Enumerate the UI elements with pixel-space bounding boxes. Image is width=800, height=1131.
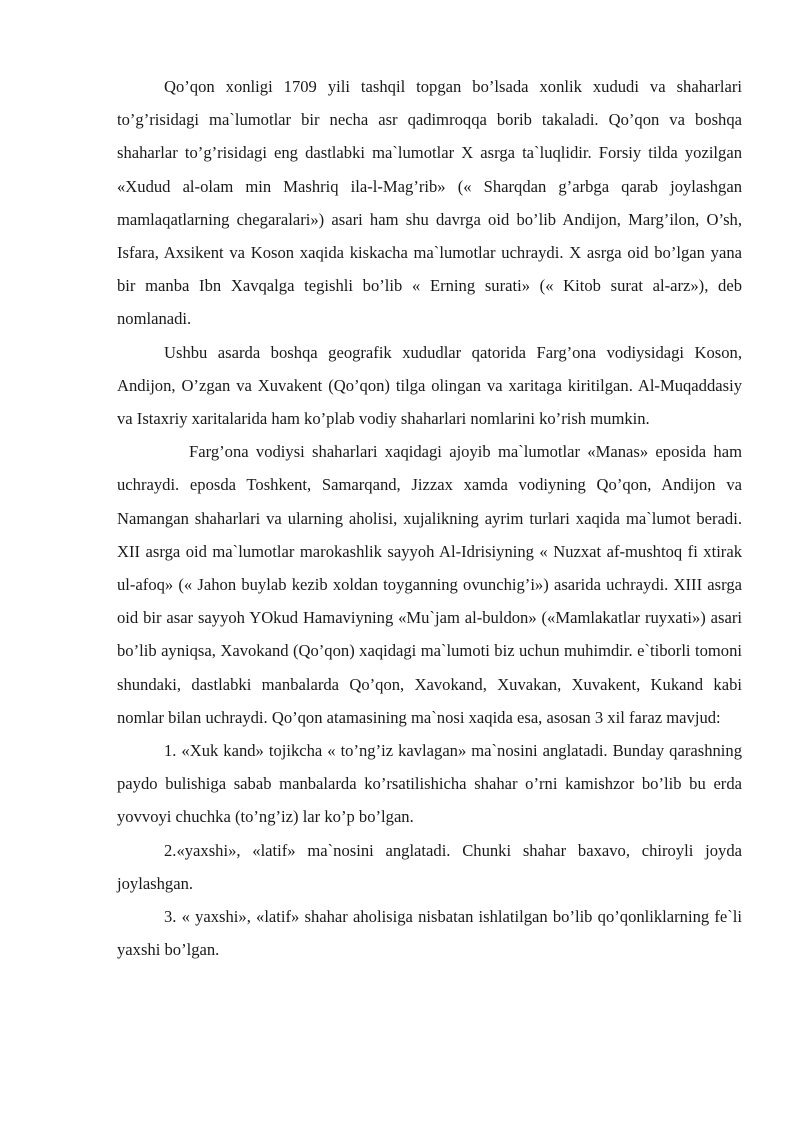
- list-item-2: 2.«yaxshi», «latif» ma`nosini anglatadi. Chunki shahar baxavo, chiroyli joyda joylashgan.: [117, 840, 742, 893]
- paragraph-3: Farg’ona vodiysi shaharlari xaqidagi ajoyib ma`lumotlar «Manas» eposida ham uchraydi. eposda Toshkent, Samarqand, Jizzax xamda vodiyning Qo’qon, Andijon va Namangan shaharlari va ularning aholisi, xujalikning ayrim turlari xaqida ma`lumot beradi. XII asrga oid ma`lumotlar marokashlik sayyoh Al-Idrisiyning « Nuzxat af-mushtoq fi xtirak ul-afoq» (« Jahon buylab kezib xoldan toyganning ovunchig’i») asarida uchraydi. XIII asrga oid bir asar sayyoh YOkud Hamaviyning «Mu`jam al-buldon» («Mamlakatlar ruyxati») asari bo’lib ayniqsa, Xavokand (Qo’qon) xaqidagi ma`lumoti biz uchun muhimdir. e`tiborli tomoni shundaki, dastlabki manbalarda Qo’qon, Xavokand, Xuvakan, Xuvakent, Kukand kabi nomlar bilan uchraydi. Qo’qon atamasining ma`nosi xaqida esa, asosan 3 xil faraz mavjud:: [117, 442, 742, 727]
- document-page: [117, 70, 742, 966]
- paragraph-1: Qo’qon xonligi 1709 yili tashqil topgan bo’lsada xonlik xududi va shaharlari to’g’risidagi ma`lumotlar bir necha asr qadimroqqa borib takaladi. Qo’qon va boshqa shaharlar to’g’risidagi eng dastlabki ma`lumotlar X asrga ta`luqlidir. Forsiy tilda yozilgan «Xudud al-olam min Mashriq ila-l-Mag’rib» (« Sharqdan g’arbga qarab joylashgan mamlaqatlarning chegaralari») asari ham shu davrga oid bo’lib Andijon, Marg’ilon, O’sh, Isfara, Axsikent va Koson xaqida kiskacha ma`lumotlar uchraydi. X asrga oid bo’lgan yana bir manba Ibn Xavqalga tegishli bo’lib « Erning surati» (« Kitob surat al-arz»), deb nomlanadi.: [117, 77, 742, 329]
- list-item-1: 1. «Xuk kand» tojikcha « to’ng’iz kavlagan» ma`nosini anglatadi. Bunday qarashning paydo bulishiga sabab manbalarda ko’rsatilishicha shahar o’rni kamishzor bo’lib bu erda yovvoyi chuchka (to’ng’iz) lar ko’p bo’lgan.: [117, 741, 742, 827]
- paragraph-2: Ushbu asarda boshqa geografik xududlar qatorida Farg’ona vodiysidagi Koson, Andijon, O’zgan va Xuvakent (Qo’qon) tilga olingan va xaritaga kiritilgan. Al-Muqaddasiy va Istaxriy xaritalarida ham ko’plab vodiy shaharlari nomlarini ko’rish mumkin.: [117, 342, 742, 429]
- list-item-3: 3. « yaxshi», «latif» shahar aholisiga nisbatan ishlatilgan bo’lib qo’qonliklarning fe`li yaxshi bo’lgan.: [117, 907, 742, 960]
